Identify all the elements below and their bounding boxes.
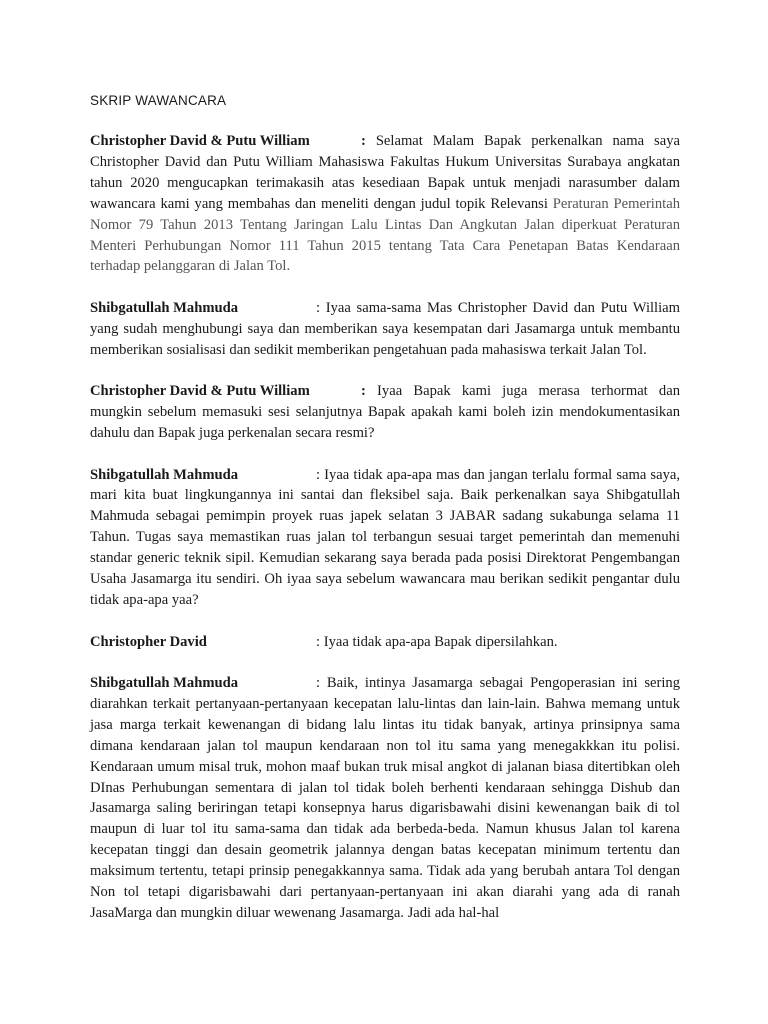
document-title: SKRIP WAWANCARA [90, 93, 227, 108]
speaker-colon: : [316, 675, 321, 691]
paragraph-text-regulation: Peraturan Pemerintah Nomor 79 Tahun 2013 Tentang Jaringan Lalu Lintas Dan Angkutan Jalan diperkuat Peraturan Menteri Perhubungan Nomor 111 Tahun 2015 tentang Tata Cara Penetapan Batas Kendaraan terhadap pelanggaran di Jalan Tol. [90, 195, 680, 275]
paragraph-text: Selamat Malam Bapak perkenalkan nama saya Christopher David dan Putu William Mahasiswa Fakultas Hukum Universitas Surabaya angkatan tahun 2020 mengucapkan terimakasih atas kesediaan Bapak untuk menjadi narasumber dalam wawancara kami yang membahas dan meneliti dengan judul topik Relevansi [90, 133, 680, 212]
speaker-colon: : [361, 133, 366, 149]
paragraph-text: Iyaa tidak apa-apa Bapak dipersilahkan. [320, 633, 558, 650]
speaker-colon: : [316, 466, 321, 483]
speaker-colon: : [361, 383, 366, 400]
paragraph-text: Iyaa Bapak kami juga merasa terhormat dan mungkin sebelum memasuki sesi selanjutnya Bapak apakah kami boleh izin mendokumentasikan dahulu dan Bapak juga perkenalan secara resmi? [90, 383, 680, 442]
speaker-name: Christopher David [90, 633, 207, 650]
paragraph-text: Iyaa sama-sama Mas Christopher David dan Putu William yang sudah menghubungi saya dan memberikan saya kesempatan dari Jasamarga untuk membantu memberikan sosialisasi dan sedikit memberikan pengetahuan pada mahasiswa terkait Jalan Tol. [90, 299, 680, 358]
transcript-paragraph-6 [90, 673, 680, 924]
transcript-paragraph-5 [90, 632, 680, 653]
speaker-colon: : [316, 299, 321, 316]
speaker-name: Shibgatullah Mahmuda [90, 299, 239, 316]
speaker-name: Christopher David & Putu William [90, 133, 310, 149]
paragraph-text: Baik, intinya Jasamarga sebagai Pengoperasian ini sering diarahkan terkait pertanyaan-pertanyaan kecepatan lalu-lintas dan lain-lain. Bahwa memang untuk jasa marga terkait kewenangan di bidang lalu lintas itu tidak banyak, artinya prinsipnya sama dimana kendaraan jalan tol maupun kendaraan non tol itu sama yang menegakkkan itu polisi. Kendaraan umum misal truk, mohon maaf bukan truk misal angkot di jalanan biasa ditertibkan oleh DInas Perhubungan sementara di jalan tol tidak boleh berhenti kendaraan sehingga Dishub dan Jasamarga saling beriringan tetapi konsepnya harus digarisbawahi disini kewenangan baik di tol maupun di luar tol itu sama-sama dan tidak ada berbeda-beda. Namun khusus Jalan tol karena kecepatan tinggi dan desain geometrik jalannya dengan batas kecepatan minimum tertentu dan maksimum tertentu, tetapi prinsip penegakkannya sama. Tidak ada yang berubah antara Tol dengan Non tol tetapi digarisbawahi dari pertanyaan-pertanyaan ini akan diarahi yang ada di ranah JasaMarga dan mungkin diluar wewenang Jasamarga. Jadi ada hal-hal [90, 675, 680, 921]
paragraph-text: Iyaa tidak apa-apa mas dan jangan terlalu formal sama saya, mari kita buat lingkungannya ini santai dan fleksibel saja. Baik perkenalkan saya Shibgatullah Mahmuda sebagai pemimpin proyek ruas japek selatan 3 JABAR sadang sukabunga selama 11 Tahun. Tugas saya memastikan ruas jalan tol terbangun sesuai target pemerintah dan memenuhi standar generic teknik sipil. Kemudian sekarang saya berada pada posisi Direktorat Pengembangan Usaha Jasamarga itu sendiri. Oh iyaa saya sebelum wawancara mau berikan sedikit pengantar dulu tidak apa-apa yaa? [90, 466, 680, 608]
speaker-name: Shibgatullah Mahmuda [90, 675, 239, 691]
transcript-paragraph-1 [90, 131, 680, 277]
speaker-name: Shibgatullah Mahmuda [90, 466, 239, 483]
transcript-paragraph-3 [90, 381, 680, 444]
transcript-paragraph-4 [90, 465, 680, 611]
transcript-paragraph-2 [90, 298, 680, 361]
speaker-name: Christopher David & Putu William [90, 383, 310, 400]
speaker-colon: : [316, 633, 321, 650]
